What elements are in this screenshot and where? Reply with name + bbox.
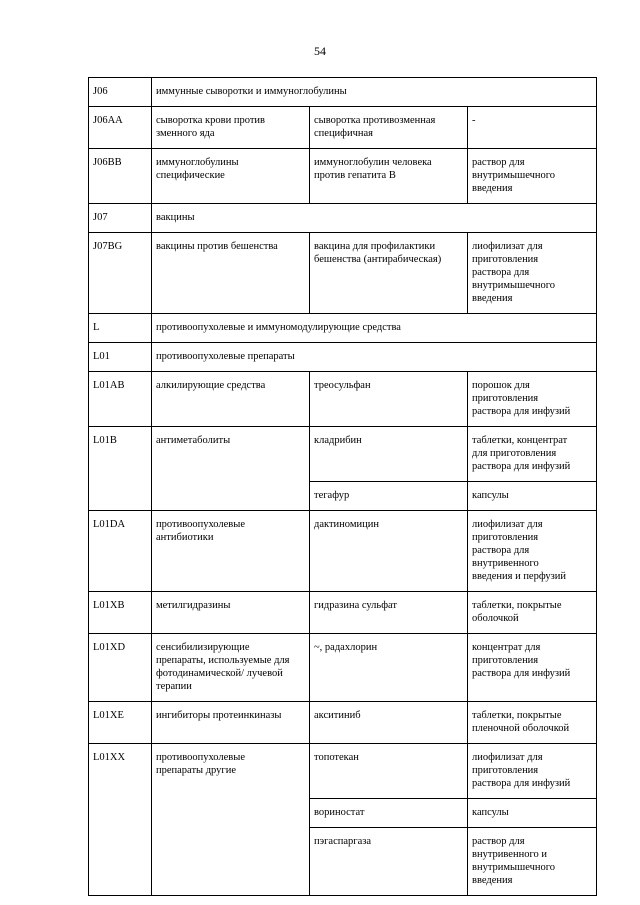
table-row	[89, 511, 597, 592]
atc-code: J06BB	[89, 149, 152, 204]
dosage-form: таблетки, покрытые пленочной оболочкой	[468, 702, 597, 744]
table-row	[89, 78, 597, 107]
table-row	[89, 204, 597, 233]
drug-name: кладрибин	[310, 427, 468, 482]
atc-code: L	[89, 314, 152, 343]
drug-table	[88, 77, 597, 896]
atc-code: L01XD	[89, 634, 152, 702]
atc-code: L01AB	[89, 372, 152, 427]
drug-name: ~, радахлорин	[310, 634, 468, 702]
page-number: 54	[314, 44, 326, 58]
table-row	[89, 427, 597, 482]
drug-name: вориностат	[310, 799, 468, 828]
atc-code: L01XX	[89, 744, 152, 896]
group-name: антиметаболиты	[152, 427, 310, 511]
drug-name: треосульфан	[310, 372, 468, 427]
table-row	[89, 343, 597, 372]
group-name: метилгидразины	[152, 592, 310, 634]
table-row	[89, 149, 597, 204]
atc-code: L01B	[89, 427, 152, 511]
table-row	[89, 372, 597, 427]
drug-name: гидразина сульфат	[310, 592, 468, 634]
dosage-form: -	[468, 107, 597, 149]
dosage-form: раствор для внутривенного и внутримышечного введения	[468, 828, 597, 896]
atc-code: L01DA	[89, 511, 152, 592]
dosage-form: капсулы	[468, 799, 597, 828]
section-name: противоопухолевые и иммуномодулирующие средства	[152, 314, 597, 343]
atc-code: J06AA	[89, 107, 152, 149]
group-name: иммуноглобулины специфические	[152, 149, 310, 204]
dosage-form: лиофилизат для приготовления раствора для внутривенного введения и перфузий	[468, 511, 597, 592]
table-row	[89, 634, 597, 702]
group-name: сенсибилизирующие препараты, используемые для фотодинамической/ лучевой терапии	[152, 634, 310, 702]
table-row	[89, 592, 597, 634]
drug-name: пэгаспаргаза	[310, 828, 468, 896]
group-name: ингибиторы протеинкиназы	[152, 702, 310, 744]
dosage-form: порошок для приготовления раствора для инфузий	[468, 372, 597, 427]
atc-code: J07BG	[89, 233, 152, 314]
dosage-form: капсулы	[468, 482, 597, 511]
group-name: вакцины против бешенства	[152, 233, 310, 314]
drug-name: дактиномицин	[310, 511, 468, 592]
dosage-form: таблетки, покрытые оболочкой	[468, 592, 597, 634]
table-row	[89, 233, 597, 314]
atc-code: L01XE	[89, 702, 152, 744]
dosage-form: раствор для внутримышечного введения	[468, 149, 597, 204]
table-row	[89, 107, 597, 149]
group-name: алкилирующие средства	[152, 372, 310, 427]
atc-code: L01	[89, 343, 152, 372]
drug-name: сыворотка противозменная специфичная	[310, 107, 468, 149]
drug-name: акситиниб	[310, 702, 468, 744]
dosage-form: концентрат для приготовления раствора для инфузий	[468, 634, 597, 702]
table-row	[89, 744, 597, 799]
drug-name: топотекан	[310, 744, 468, 799]
table-row	[89, 702, 597, 744]
drug-name: иммуноглобулин человека против гепатита В	[310, 149, 468, 204]
drug-name: вакцина для профилактики бешенства (антирабическая)	[310, 233, 468, 314]
group-name: противоопухолевые препараты другие	[152, 744, 310, 896]
dosage-form: лиофилизат для приготовления раствора для инфузий	[468, 744, 597, 799]
section-name: иммунные сыворотки и иммуноглобулины	[152, 78, 597, 107]
atc-code: J06	[89, 78, 152, 107]
atc-code: J07	[89, 204, 152, 233]
dosage-form: лиофилизат для приготовления раствора для внутримышечного введения	[468, 233, 597, 314]
section-name: вакцины	[152, 204, 597, 233]
group-name: противоопухолевые антибиотики	[152, 511, 310, 592]
group-name: сыворотка крови против зменного яда	[152, 107, 310, 149]
dosage-form: таблетки, концентрат для приготовления раствора для инфузий	[468, 427, 597, 482]
atc-code: L01XB	[89, 592, 152, 634]
drug-name: тегафур	[310, 482, 468, 511]
section-name: противоопухолевые препараты	[152, 343, 597, 372]
table-row	[89, 314, 597, 343]
